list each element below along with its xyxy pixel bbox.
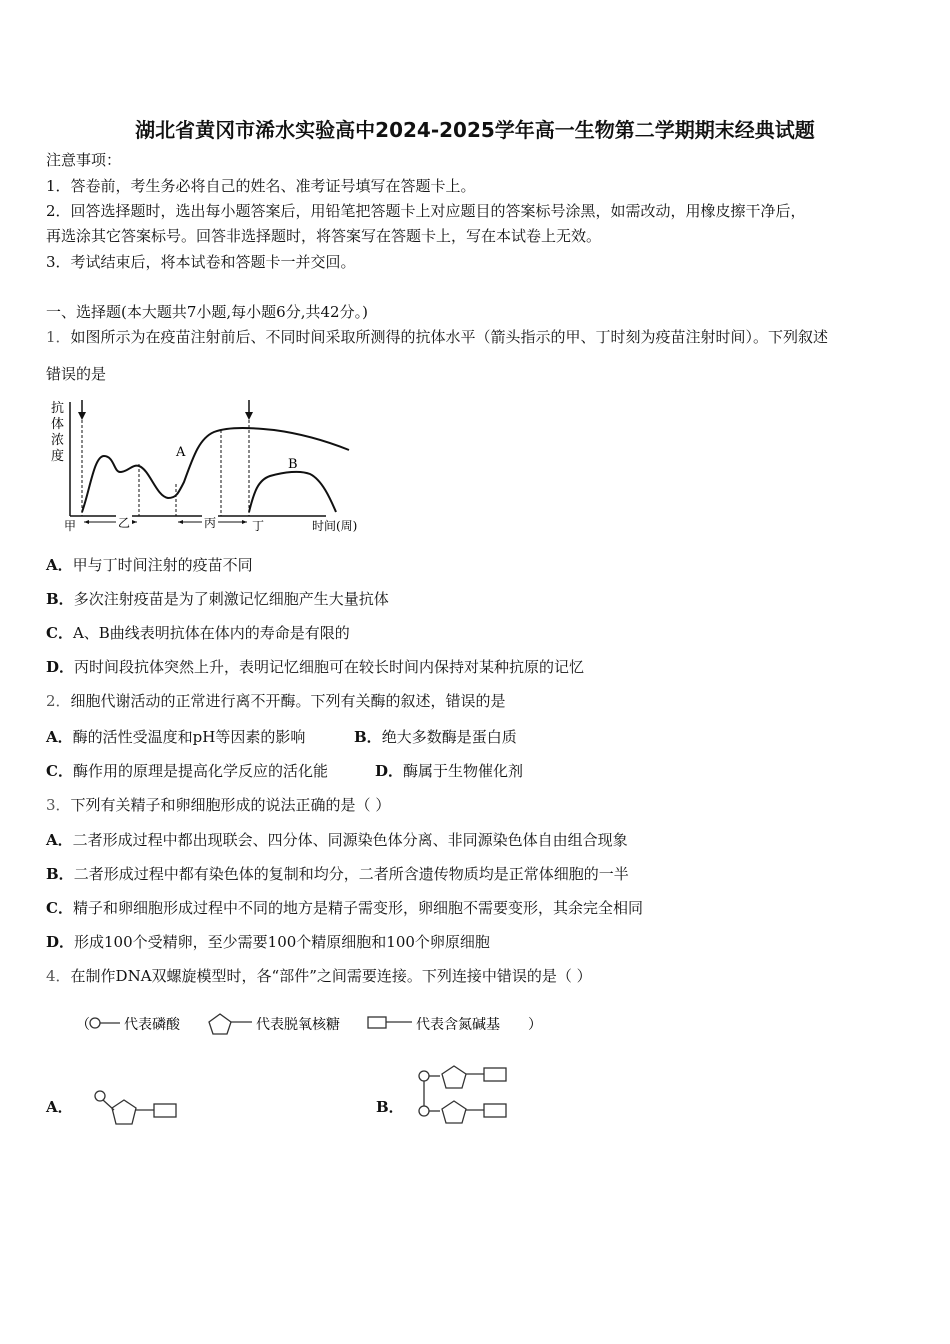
question-3 [46, 795, 390, 815]
base-icon [484, 1104, 506, 1117]
q4-option-b: B． [376, 1098, 404, 1116]
q3-option-c: C．精子和卵细胞形成过程中不同的地方是精子需变形，卵细胞不需要变形，其余完全相同 [46, 899, 643, 917]
q3-option-b: B．二者形成过程中都有染色体的复制和均分，二者所含遗传物质均是正常体细胞的一半 [46, 865, 629, 883]
notice-item: 3．考试结束后，将本试卷和答题卡一并交回。 [46, 253, 356, 271]
arrow-head [178, 520, 183, 524]
x-label-yi: 乙 [118, 516, 131, 530]
x-label-bing: 丙 [204, 516, 217, 530]
question-4 [46, 966, 592, 986]
question-text: 在制作DNA双螺旋模型时，各“部件”之间需要连接。下列连接中错误的是（ ） [70, 967, 592, 985]
q2-option-c: C．酶作用的原理是提高化学反应的活化能 [46, 762, 328, 780]
page-title: 湖北省黄冈市浠水实验高中2024-2025学年高一生物第二学期期末经典试题 [135, 118, 815, 142]
x-label-ding: 丁 [252, 519, 265, 533]
question-text: 下列有关精子和卵细胞形成的说法正确的是（ ） [70, 796, 391, 814]
legend-phosphate: 代表磷酸 [124, 1017, 180, 1033]
q4-option-a: A． [46, 1098, 73, 1116]
question-number: 2． [46, 692, 71, 710]
base-icon [154, 1104, 176, 1117]
arrow-head [132, 520, 137, 524]
phosphate-icon [90, 1018, 100, 1028]
sugar-icon [112, 1100, 136, 1124]
base-icon [368, 1017, 386, 1028]
notice-heading: 注意事项： [46, 151, 122, 169]
question-number: 1． [46, 328, 71, 346]
q3-option-a: A．二者形成过程中都出现联会、四分体、同源染色体分离、非同源染色体自由组合现象 [46, 831, 628, 849]
sugar-icon [209, 1014, 231, 1034]
arrow-head [242, 520, 247, 524]
sugar-icon [442, 1101, 466, 1123]
phosphate-icon [419, 1071, 429, 1081]
curve-a [82, 428, 349, 512]
antibody-chart [44, 394, 384, 534]
section-heading: 一、选择题(本大题共7小题,每小题6分,共42分。) [46, 303, 368, 321]
notice-item: 2．回答选择题时，选出每小题答案后，用铅笔把答题卡上对应题目的答案标号涂黑，如需改动，用橡皮擦干净后， [46, 202, 806, 220]
question-number: 3． [46, 796, 71, 814]
q2-option-b: B．绝大多数酶是蛋白质 [354, 728, 517, 746]
y-label: 浓 [51, 433, 65, 448]
question-number: 4． [46, 967, 71, 985]
q1-option-a: A．甲与丁时间注射的疫苗不同 [46, 556, 253, 574]
sugar-icon [442, 1066, 466, 1088]
question-1-cont: 错误的是 [46, 365, 107, 383]
curve-a-label: A [176, 445, 186, 460]
phosphate-icon [95, 1091, 105, 1101]
arrow-head [245, 412, 253, 420]
base-icon [484, 1068, 506, 1081]
y-label: 体 [51, 417, 65, 432]
q1-option-d: D．丙时间段抗体突然上升，表明记忆细胞可在较长时间内保持对某种抗原的记忆 [46, 658, 585, 676]
notice-item: 1．答卷前，考生务必将自己的姓名、准考证号填写在答题卡上。 [46, 177, 476, 195]
q2-option-d: D．酶属于生物催化剂 [375, 762, 524, 780]
q4-option-b-diagram [412, 1060, 522, 1132]
legend-sugar: 代表脱氧核糖 [256, 1017, 340, 1033]
arrow-head [84, 520, 89, 524]
question-1 [46, 327, 828, 347]
curve-b [249, 472, 336, 512]
question-2 [46, 691, 506, 711]
curve-b-label: B [288, 457, 298, 472]
notice-item: 再选涂其它答案标号。回答非选择题时，将答案写在答题卡上，写在本试卷上无效。 [46, 227, 602, 245]
svg-text:）: ） [528, 1017, 542, 1033]
q4-option-a-diagram [90, 1086, 190, 1132]
arrow-head [78, 412, 86, 420]
question-text: 如图所示为在疫苗注射前后、不同时间采取所测得的抗体水平（箭头指示的甲、丁时刻为疫苗注射时间）。下列叙述 [70, 328, 829, 346]
y-label: 抗 [51, 401, 65, 416]
q3-option-d: D．形成100个受精卵，至少需要100个精原细胞和100个卵原细胞 [46, 933, 490, 951]
q2-option-a: A．酶的活性受温度和pH等因素的影响 [46, 728, 306, 746]
q1-option-c: C．A、B曲线表明抗体在体内的寿命是有限的 [46, 624, 350, 642]
x-axis-title: 时间(周) [312, 519, 358, 533]
dna-parts-legend [74, 1010, 554, 1040]
question-text: 细胞代谢活动的正常进行离不开酶。下列有关酶的叙述，错误的是 [70, 692, 506, 710]
svg-text:（: （ [76, 1017, 90, 1033]
q1-option-b: B．多次注射疫苗是为了刺激记忆细胞产生大量抗体 [46, 590, 389, 608]
x-label-jia: 甲 [64, 519, 77, 533]
legend-base: 代表含氮碱基 [416, 1017, 500, 1033]
phosphate-icon [419, 1106, 429, 1116]
y-label: 度 [51, 449, 65, 464]
